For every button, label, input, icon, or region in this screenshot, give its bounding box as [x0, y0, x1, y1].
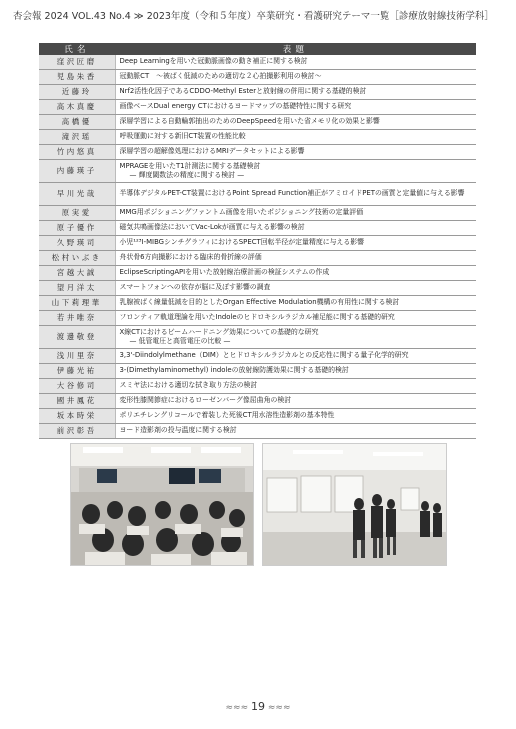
thesis-title-text: MPRAGEを用いたT1計測法に関する基礎検討 [119, 161, 261, 170]
table-row [39, 115, 476, 130]
table-row [39, 379, 476, 394]
table-row [39, 424, 476, 439]
student-name: 前沢彰吾 [39, 424, 115, 439]
page-number: 19 [251, 700, 265, 713]
thesis-title-text: 深層学習の超解像処理におけるMRIデータセットによる影響 [119, 147, 305, 156]
student-name: 望月洋太 [39, 281, 115, 296]
student-name: 原子優作 [39, 221, 115, 236]
student-name: 國井鳳花 [39, 394, 115, 409]
thesis-subtitle: — 低管電圧と高管電圧の比較 — [129, 337, 231, 345]
thesis-title-text: 舟状骨6方向撮影における臨床的骨折線の評価 [119, 253, 262, 262]
research-theme-table [39, 43, 476, 439]
header-name: 氏名 [39, 43, 115, 55]
thesis-title-text: 変形性膝関節症におけるローゼンバーグ像屈曲角の検討 [119, 396, 292, 405]
student-name: 若井唯奈 [39, 311, 115, 326]
thesis-title [115, 326, 476, 349]
thesis-title [115, 281, 476, 296]
table-row [39, 100, 476, 115]
thesis-subtitle: — 輝度閾数法の精度に関する検討 — [129, 171, 245, 179]
table-row [39, 70, 476, 85]
table-row [39, 130, 476, 145]
student-name: 高橋優 [39, 115, 115, 130]
thesis-title-text: 3-(Dimethylaminomethyl) indoleの放射線防護効果に関する基礎的検討 [119, 366, 349, 375]
thesis-title-text: ポリエチレングリコールで着装した死後CT用水溶性造影剤の基本特性 [119, 411, 335, 420]
thesis-title [115, 311, 476, 326]
thesis-title [115, 160, 476, 183]
thesis-title-text: 乳腺被ばく線量低減を目的としたOrgan Effective Modulation機構の有用性に関する検討 [119, 298, 400, 307]
thesis-title-text: 3,3'-Diindolylmethane（DIM）とヒドロキシルラジカルとの反応性に関する量子化学的研究 [119, 351, 409, 360]
student-name: 坂本時栄 [39, 409, 115, 424]
student-name: 滝沢瑶 [39, 130, 115, 145]
thesis-title [115, 145, 476, 160]
thesis-title-text: 画像ベースDual energy CTにおけるヨードマップの基礎特性に関する研究 [119, 102, 352, 111]
thesis-title-text: スマートフォンへの依存が脳に及ぼす影響の調査 [119, 283, 271, 292]
thesis-title [115, 70, 476, 85]
student-name: 山下莉理華 [39, 296, 115, 311]
thesis-title [115, 221, 476, 236]
table-header-row [39, 43, 476, 55]
page-footer [0, 700, 516, 713]
student-name: 児島朱香 [39, 70, 115, 85]
student-name: 窪沢匠磨 [39, 55, 115, 70]
thesis-title-text: 磁気共鳴画像法においてVac-Lokが画質に与える影響の検討 [119, 223, 305, 232]
thesis-title [115, 296, 476, 311]
table-row [39, 221, 476, 236]
table-row [39, 55, 476, 70]
table-row [39, 394, 476, 409]
student-name: 竹内悠真 [39, 145, 115, 160]
student-name: 浅川里奈 [39, 349, 115, 364]
thesis-title-text: 呼吸運動に対する新旧CT装置の性能比較 [119, 132, 246, 141]
thesis-title [115, 85, 476, 100]
thesis-title [115, 236, 476, 251]
student-name: 松村いぶき [39, 251, 115, 266]
thesis-title-text: 冠動脈CT 〜被ばく低減のための適切な２心拍撮影利用の検討〜 [119, 72, 322, 81]
table-row [39, 145, 476, 160]
lecture-hall-photo [70, 443, 254, 566]
table-row [39, 296, 476, 311]
thesis-title-text: EclipseScriptingAPIを用いた放射線治療計画の検証システムの作成 [119, 268, 330, 277]
thesis-title [115, 130, 476, 145]
thesis-title-text: Nrf2活性化因子であるCDDO-Methyl Esterと放射線の併用に関する基礎的検討 [119, 87, 367, 96]
thesis-title [115, 379, 476, 394]
thesis-title [115, 394, 476, 409]
table-row [39, 281, 476, 296]
table-row [39, 206, 476, 221]
table-row [39, 266, 476, 281]
student-name: 久野瑛司 [39, 236, 115, 251]
right-ornament-icon: ≈≈≈ [265, 703, 291, 713]
thesis-title [115, 364, 476, 379]
thesis-title-text: 小児¹²³I-MIBGシンチグラフィにおけるSPECT回転半径が定量精度に与える影響 [119, 238, 365, 247]
thesis-title [115, 409, 476, 424]
thesis-title-text: ヨード造影剤の投与温度に関する検討 [119, 426, 237, 435]
student-name: 早川光哉 [39, 183, 115, 206]
thesis-title [115, 115, 476, 130]
table-row [39, 364, 476, 379]
table-row [39, 311, 476, 326]
thesis-title [115, 349, 476, 364]
thesis-title-text: スミヤ法における適切な拭き取り方法の検討 [119, 381, 258, 390]
thesis-title-text: 半導体デジタルPET-CT装置におけるPoint Spread Function補正がアミロイドPETの画質と定量値に与える影響 [119, 189, 465, 198]
student-name: 高木真慶 [39, 100, 115, 115]
thesis-title-text: フロンティア軌道理論を用いたIndoleのヒドロキシルラジカル補足能に関する基礎的研究 [119, 313, 395, 322]
student-name: 伊藤光祐 [39, 364, 115, 379]
table-row [39, 251, 476, 266]
table-row [39, 160, 476, 183]
thesis-title-text: Deep Learningを用いた冠動脈画像の動き補正に関する検討 [119, 57, 308, 66]
poster-session-photo [262, 443, 447, 566]
thesis-title-text: 深層学習による自動輪郭抽出のためのDeepSpeedを用いた省メモリ化の効果と影響 [119, 117, 380, 126]
thesis-title-text: MMG用ポジショニングファントム画像を用いたポジショニング技術の定量評価 [119, 208, 364, 217]
thesis-title-text: X線CTにおけるビームハードニング効果についての基礎的な研究 [119, 327, 319, 336]
student-name: 大谷修司 [39, 379, 115, 394]
thesis-title [115, 183, 476, 206]
table-row [39, 409, 476, 424]
thesis-title [115, 266, 476, 281]
thesis-title [115, 55, 476, 70]
header-title: 表題 [115, 43, 476, 55]
table-row [39, 326, 476, 349]
student-name: 原実愛 [39, 206, 115, 221]
table-row [39, 183, 476, 206]
left-ornament-icon: ≈≈≈ [225, 703, 251, 713]
table-row [39, 85, 476, 100]
thesis-title [115, 251, 476, 266]
thesis-title [115, 206, 476, 221]
table-row [39, 349, 476, 364]
table-row [39, 236, 476, 251]
page-header: 杏会報 2024 VOL.43 No.4 ≫ 2023年度（令和５年度）卒業研究・看護研究テーマ一覧［診療放射線技術学科］ [13, 11, 494, 22]
student-name: 内藤瑛子 [39, 160, 115, 183]
student-name: 近藤玲 [39, 85, 115, 100]
student-name: 渡邊敬登 [39, 326, 115, 349]
thesis-title [115, 100, 476, 115]
thesis-title [115, 424, 476, 439]
student-name: 宮越大誠 [39, 266, 115, 281]
